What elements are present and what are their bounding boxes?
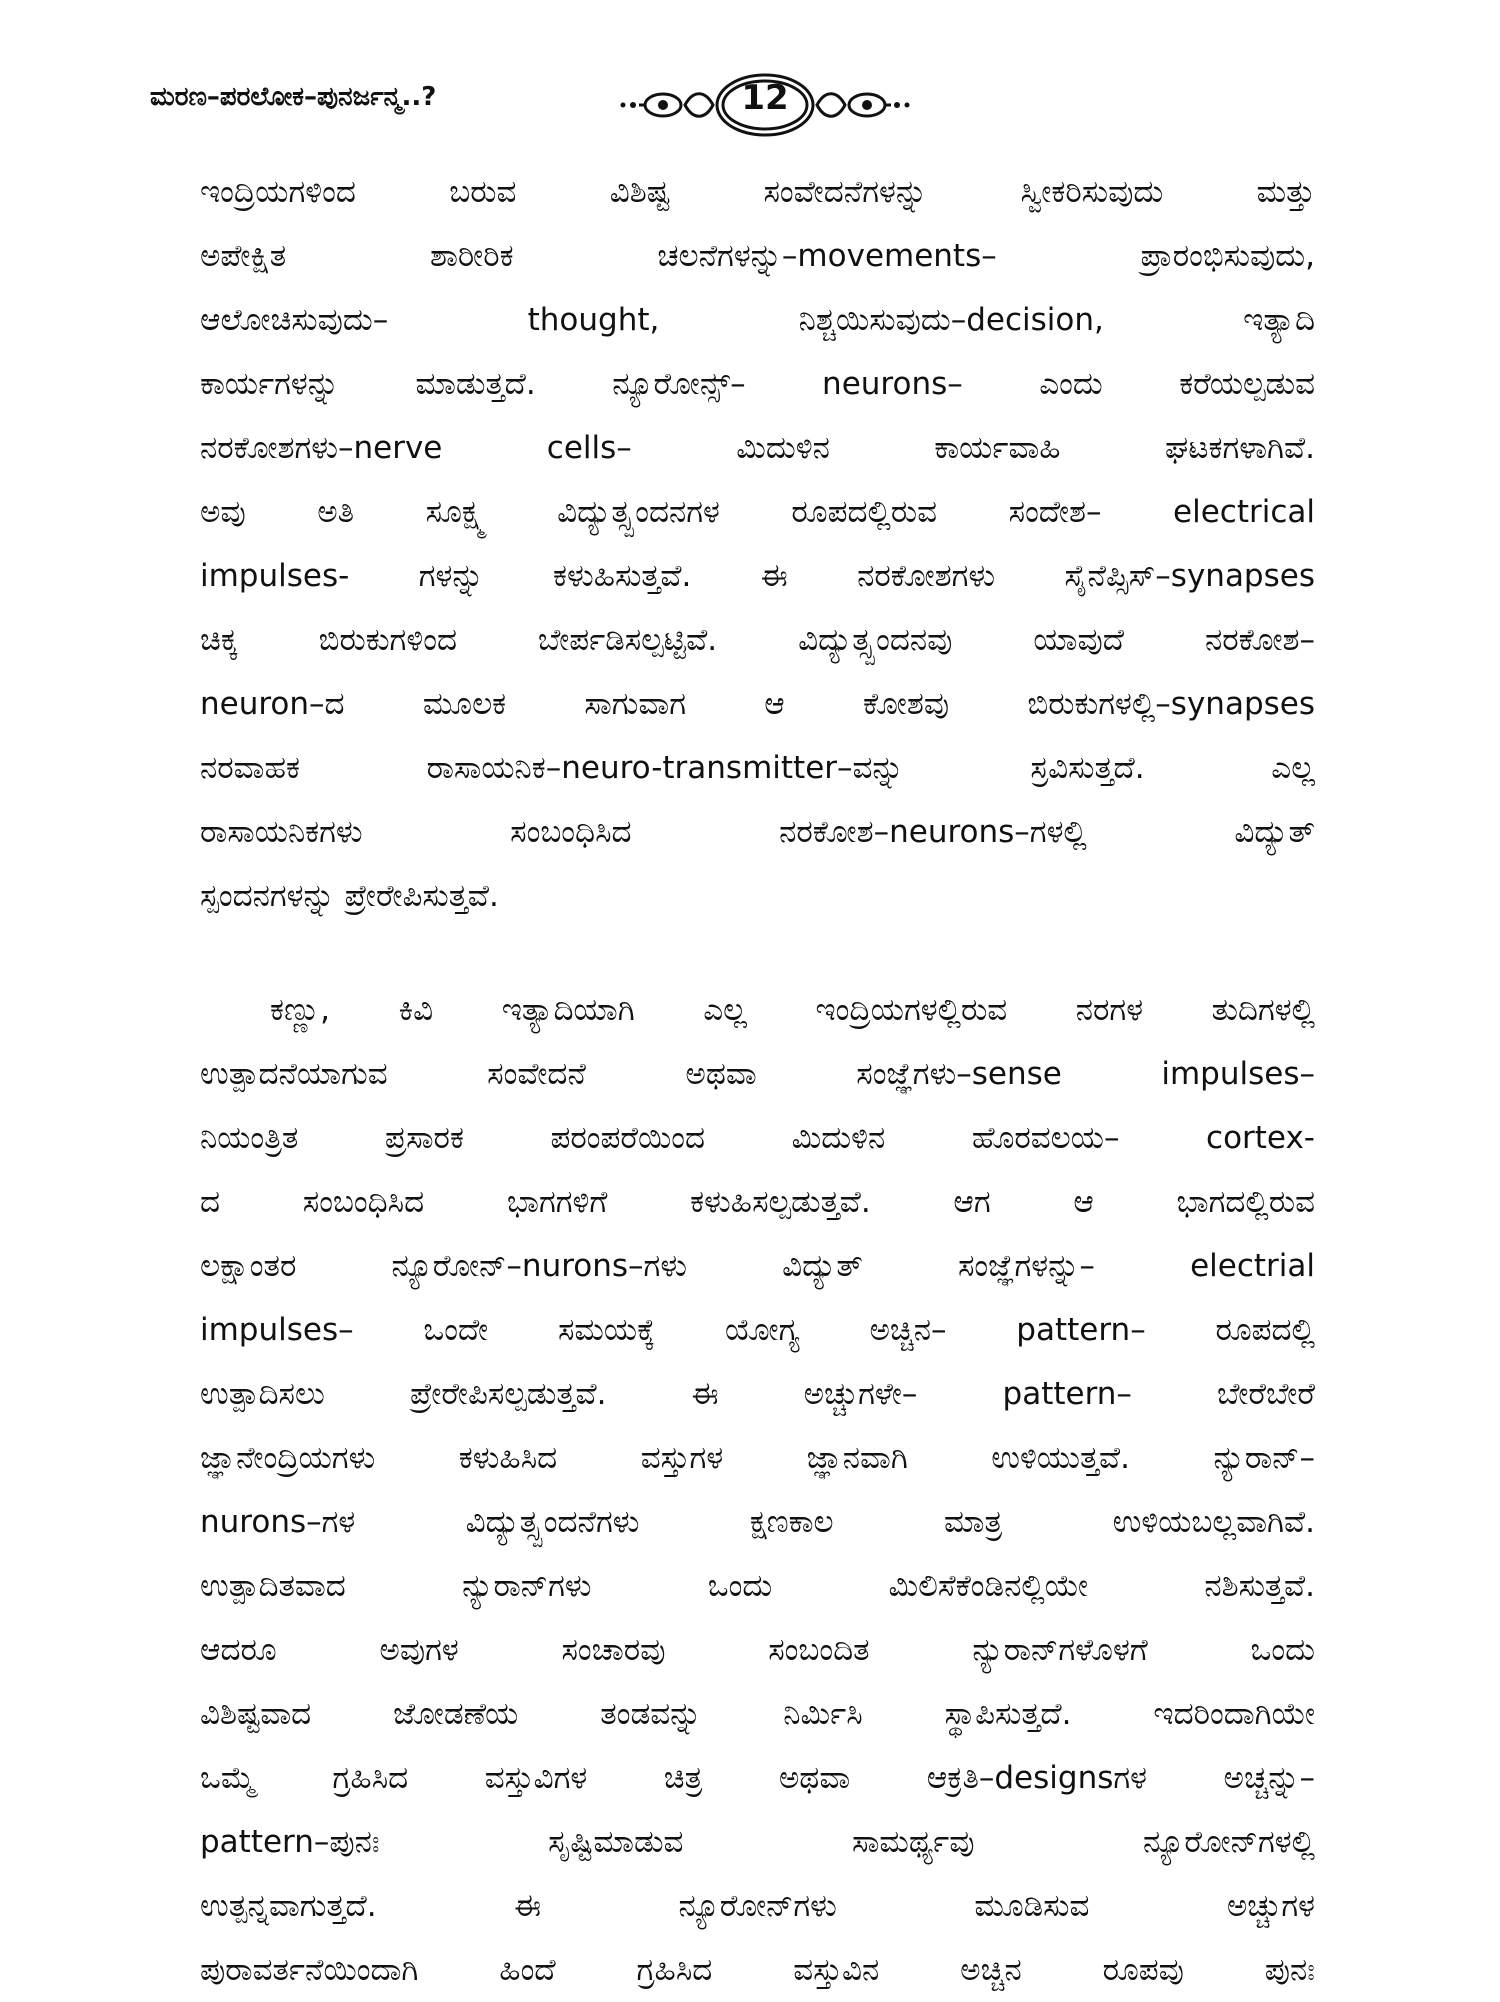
text-line: ಕಣ್ಣು, ಕಿವಿ ಇತ್ಯಾದಿಯಾಗಿ ಎಲ್ಲ ಇಂದ್ರಿಯಗಳಲ್ಲಿರುವ ನರಗಳ ತುದಿಗಳಲ್ಲಿ bbox=[270, 992, 1315, 1028]
text-line: ಅಪೇಕ್ಷಿತ ಶಾರೀರಿಕ ಚಲನೆಗಳನ್ನು–movements– ಪ್ರಾರಂಭಿಸುವುದು, bbox=[200, 238, 1315, 274]
text-line: impulses– ಒಂದೇ ಸಮಯಕ್ಕೆ ಯೋಗ್ಯ ಅಚ್ಚಿನ– pattern– ರೂಪದಲ್ಲಿ bbox=[200, 1312, 1315, 1348]
paragraph-gap bbox=[200, 928, 1315, 978]
body-text bbox=[200, 160, 1315, 2002]
text-line: ಉತ್ಪಾದಿತವಾದ ನ್ಯುರಾನ್‌ಗಳು ಒಂದು ಮಿಲಿಸೆಕೆಂಡಿನಲ್ಲಿಯೇ ನಶಿಸುತ್ತವೆ. bbox=[200, 1568, 1315, 1604]
text-line: ಉತ್ಪಾದನೆಯಾಗುವ ಸಂವೇದನೆ ಅಥವಾ ಸಂಜ್ಞೆಗಳು–sense impulses– bbox=[200, 1056, 1315, 1092]
text-line: ಜ್ಞಾನೇಂದ್ರಿಯಗಳು ಕಳುಹಿಸಿದ ವಸ್ತುಗಳ ಜ್ಞಾನವಾಗಿ ಉಳಿಯುತ್ತವೆ. ನ್ಯುರಾನ್– bbox=[200, 1440, 1315, 1476]
text-line: pattern–ಪುನಃ ಸೃಷ್ಟಿಮಾಡುವ ಸಾಮರ್ಥ್ಯವು ನ್ಯೂರೋನ್‌ಗಳಲ್ಲಿ bbox=[200, 1824, 1315, 1860]
text-line: ಚಿಕ್ಕ ಬಿರುಕುಗಳಿಂದ ಬೇರ್ಪಡಿಸಲ್ಪಟ್ಟಿವೆ. ವಿದ್ಯುತ್ಸ್ಪಂದನವು ಯಾವುದೆ ನರಕೋಶ– bbox=[200, 622, 1315, 658]
text-line: ಆದರೂ ಅವುಗಳ ಸಂಚಾರವು ಸಂಬಂದಿತ ನ್ಯುರಾನ್‌ಗಳೊಳಗೆ ಒಂದು bbox=[200, 1632, 1315, 1668]
text-line: ವಿಶಿಷ್ಟವಾದ ಜೋಡಣೆಯ ತಂಡವನ್ನು ನಿರ್ಮಿಸಿ ಸ್ಥಾಪಿಸುತ್ತದೆ. ಇದರಿಂದಾಗಿಯೇ bbox=[200, 1696, 1315, 1732]
text-line: ಪುರಾವರ್ತನೆಯಿಂದಾಗಿ ಹಿಂದೆ ಗ್ರಹಿಸಿದ ವಸ್ತುವಿನ ಅಚ್ಚಿನ ರೂಪವು ಪುನಃ bbox=[200, 1952, 1315, 1988]
text-line: ಆಲೋಚಿಸುವುದು– thought, ನಿಶ್ಚಯಿಸುವುದು–decision, ಇತ್ಯಾದಿ bbox=[200, 302, 1315, 338]
text-line: ನರಕೋಶಗಳು–nerve cells– ಮಿದುಳಿನ ಕಾರ್ಯವಾಹಿ ಘಟಕಗಳಾಗಿವೆ. bbox=[200, 430, 1315, 466]
paragraph-2 bbox=[200, 978, 1315, 2002]
text-line: neuron–ದ ಮೂಲಕ ಸಾಗುವಾಗ ಆ ಕೋಶವು ಬಿರುಕುಗಳಲ್ಲಿ–synapses bbox=[200, 686, 1315, 722]
text-line: ಲಕ್ಷಾಂತರ ನ್ಯೂರೋನ್–nurons–ಗಳು ವಿದ್ಯುತ್ ಸಂಜ್ಞೆಗಳನ್ನು– electrial bbox=[200, 1248, 1315, 1284]
text-line: ಉತ್ಪನ್ನವಾಗುತ್ತದೆ. ಈ ನ್ಯೂರೋನ್‌ಗಳು ಮೂಡಿಸುವ ಅಚ್ಚುಗಳ bbox=[200, 1888, 1315, 1924]
page-header bbox=[150, 70, 1330, 140]
text-line: ಉತ್ಪಾದಿಸಲು ಪ್ರೇರೇಪಿಸಲ್ಪಡುತ್ತವೆ. ಈ ಅಚ್ಚುಗಳೇ– pattern– ಬೇರೆಬೇರೆ bbox=[200, 1376, 1315, 1412]
text-line: ಸ್ಪಂದನಗಳನ್ನು ಪ್ರೇರೇಪಿಸುತ್ತವೆ. bbox=[200, 878, 499, 914]
text-line: nurons–ಗಳ ವಿದ್ಯುತ್ಸ್ಪಂದನೆಗಳು ಕ್ಷಣಕಾಲ ಮಾತ್ರ ಉಳಿಯಬಲ್ಲವಾಗಿವೆ. bbox=[200, 1504, 1315, 1540]
text-line: ಇಂದ್ರಿಯಗಳಿಂದ ಬರುವ ವಿಶಿಷ್ಟ ಸಂವೇದನೆಗಳನ್ನು ಸ್ವೀಕರಿಸುವುದು ಮತ್ತು bbox=[200, 174, 1315, 210]
text-line: impulses- ಗಳನ್ನು ಕಳುಹಿಸುತ್ತವೆ. ಈ ನರಕೋಶಗಳು ಸೈನೆಪ್ಸಿಸ್–synapses bbox=[200, 558, 1315, 594]
text-line: ರಾಸಾಯನಿಕಗಳು ಸಂಬಂಧಿಸಿದ ನರಕೋಶ–neurons–ಗಳಲ್ಲಿ ವಿದ್ಯುತ್ bbox=[200, 814, 1315, 850]
running-title: ಮರಣ–ಪರಲೋಕ–ಪುನರ್ಜನ್ಮ..? bbox=[150, 82, 437, 112]
text-line: ಅವು ಅತಿ ಸೂಕ್ಷ್ಮ ವಿದ್ಯುತ್ಸ್ಪಂದನಗಳ ರೂಪದಲ್ಲಿರುವ ಸಂದೇಶ– electrical bbox=[200, 494, 1315, 530]
text-line: ಕಾರ್ಯಗಳನ್ನು ಮಾಡುತ್ತದೆ. ನ್ಯೂರೋನ್ಸ್– neurons– ಎಂದು ಕರೆಯಲ್ಪಡುವ bbox=[200, 366, 1315, 402]
text-line: ಒಮ್ಮೆ ಗ್ರಹಿಸಿದ ವಸ್ತುವಿಗಳ ಚಿತ್ರ ಅಥವಾ ಆಕ್ರತಿ–designsಗಳ ಅಚ್ಚನ್ನು– bbox=[200, 1760, 1315, 1796]
page-number: 12 bbox=[741, 78, 789, 118]
text-line: ದ ಸಂಬಂಧಿಸಿದ ಭಾಗಗಳಿಗೆ ಕಳುಹಿಸಲ್ಪಡುತ್ತವೆ. ಆಗ ಆ ಭಾಗದಲ್ಲಿರುವ bbox=[200, 1184, 1315, 1220]
text-line: ನರವಾಹಕ ರಾಸಾಯನಿಕ–neuro-transmitter–ವನ್ನು ಸ್ರವಿಸುತ್ತದೆ. ಎಲ್ಲ bbox=[200, 750, 1315, 786]
paragraph-1 bbox=[200, 160, 1315, 928]
text-line: ನಿಯಂತ್ರಿತ ಪ್ರಸಾರಕ ಪರಂಪರೆಯಿಂದ ಮಿದುಳಿನ ಹೊರವಲಯ– cortex- bbox=[200, 1120, 1315, 1156]
